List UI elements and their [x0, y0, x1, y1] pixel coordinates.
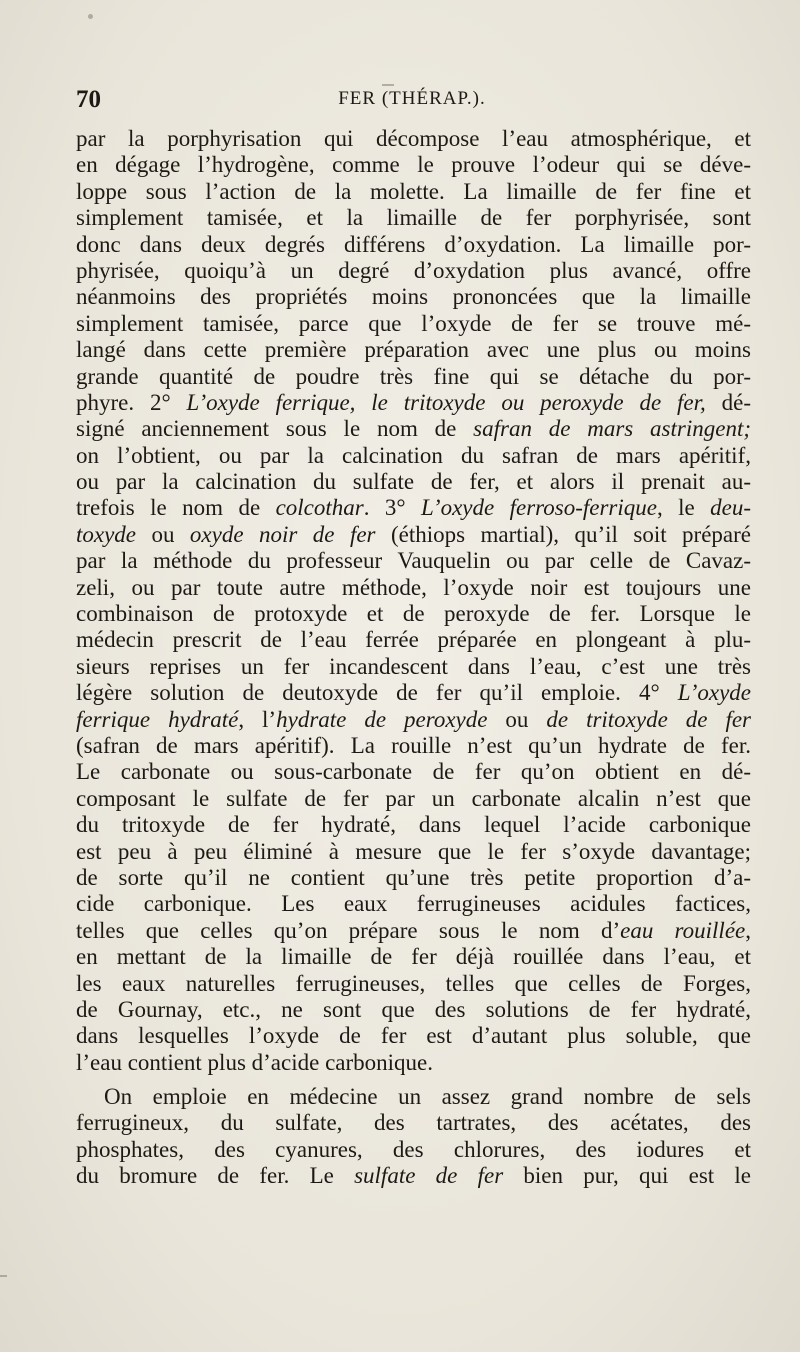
paragraph-gap: [76, 1076, 751, 1084]
italic-term: colcothar: [275, 495, 364, 521]
text-line: [76, 839, 751, 865]
italic-term: L’oxyde ferrique, le tritoxyde ou peroxyde de fer,: [186, 389, 706, 415]
text-line: [76, 495, 751, 521]
text-line: [76, 1050, 751, 1076]
text-run: donc dans deux degrés différens d’oxydation. La limaille por-: [76, 231, 751, 257]
text-run: signé anciennement sous le nom de: [76, 416, 474, 442]
text-run: dé-: [705, 389, 751, 415]
text-line: [76, 733, 751, 759]
text-run: néanmoins des propriétés moins prononcées que la limaille: [76, 284, 751, 310]
text-line: [76, 918, 751, 944]
italic-term: hydrate de peroxyde: [276, 706, 488, 732]
text-run: cide carbonique. Les eaux ferrugineuses acidules factices,: [76, 891, 751, 917]
text-line: [76, 680, 751, 706]
text-run: est peu à peu éliminé à mesure que le fer s’oxyde davantage;: [76, 838, 751, 864]
text-run: . 3°: [363, 495, 421, 521]
text-run: les eaux naturelles ferrugineuses, telles que celles de Forges,: [76, 970, 751, 996]
text-run: , le: [656, 495, 711, 521]
text-run: zeli, ou par toute autre méthode, l’oxyde noir est toujours une: [76, 574, 751, 600]
italic-term: deu-: [710, 495, 751, 521]
text-run: de Gournay, etc., ne sont que des solutions de fer hydraté,: [76, 996, 751, 1022]
text-run: On emploie en médecine un assez grand nombre de sels: [104, 1084, 751, 1110]
text-line: [76, 944, 751, 970]
italic-term: eau rouillée: [620, 917, 746, 943]
text-line: [76, 575, 751, 601]
text-run: trefois le nom de: [76, 495, 276, 521]
text-line: [76, 232, 751, 258]
page-number: 70: [76, 86, 101, 113]
text-run: composant le sulfate de fer par un carbonate alcalin n’est que: [76, 785, 751, 811]
text-line: [76, 997, 751, 1023]
text-run: combinaison de protoxyde et de peroxyde de fer. Lorsque le: [76, 601, 751, 627]
text-run: langé dans cette première préparation avec une plus ou moins: [76, 337, 751, 363]
text-run: (safran de mars apéritif). La rouille n’est qu’un hydrate de fer.: [76, 732, 751, 758]
text-line: [76, 865, 751, 891]
text-line: [76, 205, 751, 231]
text-line: [76, 1163, 751, 1189]
text-run: , l’: [238, 706, 277, 732]
italic-term: sulfate de fer: [354, 1163, 504, 1189]
text-run: en mettant de la limaille de fer déjà rouillée dans l’eau, et: [76, 944, 751, 970]
italic-term: safran de mars astringent;: [473, 416, 751, 442]
text-run: l’eau contient plus d’acide carbonique.: [76, 1049, 433, 1075]
text-line: [76, 1110, 751, 1136]
text-line: [76, 152, 751, 178]
text-line: [76, 548, 751, 574]
text-line: [76, 1084, 751, 1110]
text-run: dans lesquelles l’oxyde de fer est d’autant plus soluble, que: [76, 1023, 751, 1049]
text-line: [76, 258, 751, 284]
text-run: ou: [136, 521, 190, 547]
text-run: on l’obtient, ou par la calcination du safran de mars apéritif,: [76, 442, 751, 468]
margin-mark: [88, 14, 93, 19]
text-line: [76, 443, 751, 469]
text-line: [76, 390, 751, 416]
text-run: du bromure de fer. Le: [76, 1163, 355, 1189]
text-run: loppe sous l’action de la molette. La limaille de fer fine et: [76, 178, 751, 204]
text-line: [76, 311, 751, 337]
text-line: [76, 284, 751, 310]
text-line: [76, 337, 751, 363]
text-run: légère solution de deutoxyde de fer qu’il emploie. 4°: [76, 680, 678, 706]
text-line: [76, 786, 751, 812]
text-run: Le carbonate ou sous-carbonate de fer qu’on obtient en dé-: [76, 759, 751, 785]
text-run: ferrugineux, du sulfate, des tartrates, des acétates, des: [76, 1110, 751, 1136]
italic-term: L’oxyde ferroso-ferrique: [420, 495, 657, 521]
text-run: grande quantité de poudre très fine qui se détache du por-: [76, 363, 751, 389]
italic-term: oxyde noir de fer: [189, 521, 376, 547]
text-run: médecin prescrit de l’eau ferrée préparée en plongeant à plu-: [76, 627, 751, 653]
text-run: bien pur, qui est le: [503, 1163, 751, 1189]
text-run: (éthiops martial), qu’il soit préparé: [375, 521, 752, 547]
text-line: [76, 707, 751, 733]
text-line: [76, 812, 751, 838]
running-title: FER (THÉRAP.).: [338, 88, 486, 109]
italic-term: de tritoxyde de fer: [546, 706, 752, 732]
text-line: [76, 179, 751, 205]
text-run: de sorte qu’il ne contient qu’une très petite proportion d’a-: [76, 864, 751, 890]
text-run: par la méthode du professeur Vauquelin ou par celle de Cavaz-: [76, 548, 751, 574]
italic-term: L’oxyde: [677, 680, 751, 706]
paragraph: [76, 1084, 751, 1190]
text-line: [76, 469, 751, 495]
text-run: telles que celles qu’on prépare sous le nom d’: [76, 917, 621, 943]
text-line: [76, 601, 751, 627]
text-line: [76, 627, 751, 653]
text-line: [76, 126, 751, 152]
text-run: phyre. 2°: [76, 389, 187, 415]
text-line: [76, 416, 751, 442]
text-line: [76, 891, 751, 917]
text-run: sieurs reprises un fer incandescent dans l’eau, c’est une très: [76, 653, 751, 679]
page-header: [76, 86, 748, 120]
body-text: [76, 126, 751, 1190]
text-run: ou par la calcination du sulfate de fer, et alors il prenait au-: [76, 469, 751, 495]
text-line: [76, 654, 751, 680]
text-line: [76, 971, 751, 997]
text-line: [76, 364, 751, 390]
italic-term: ferrique hydraté: [76, 706, 239, 732]
text-run: phyrisée, quoiqu’à un degré d’oxydation plus avancé, offre: [76, 257, 751, 283]
text-line: [76, 759, 751, 785]
margin-mark: [0, 1275, 7, 1277]
paragraph: [76, 126, 751, 1076]
italic-term: toxyde: [76, 521, 137, 547]
text-run: en dégage l’hydrogène, comme le prouve l’odeur qui se déve-: [76, 152, 751, 178]
text-run: simplement tamisée, parce que l’oxyde de fer se trouve mé-: [76, 310, 751, 336]
text-run: simplement tamisée, et la limaille de fer porphyrisée, sont: [76, 205, 751, 231]
text-run: phosphates, des cyanures, des chlorures, des iodures et: [76, 1136, 751, 1162]
text-line: [76, 1023, 751, 1049]
text-run: par la porphyrisation qui décompose l’eau atmosphérique, et: [76, 126, 751, 151]
text-run: ,: [745, 917, 751, 943]
text-run: du tritoxyde de fer hydraté, dans lequel l’acide carbonique: [76, 812, 751, 838]
text-line: [76, 522, 751, 548]
text-line: [76, 1137, 751, 1163]
text-run: ou: [487, 706, 547, 732]
